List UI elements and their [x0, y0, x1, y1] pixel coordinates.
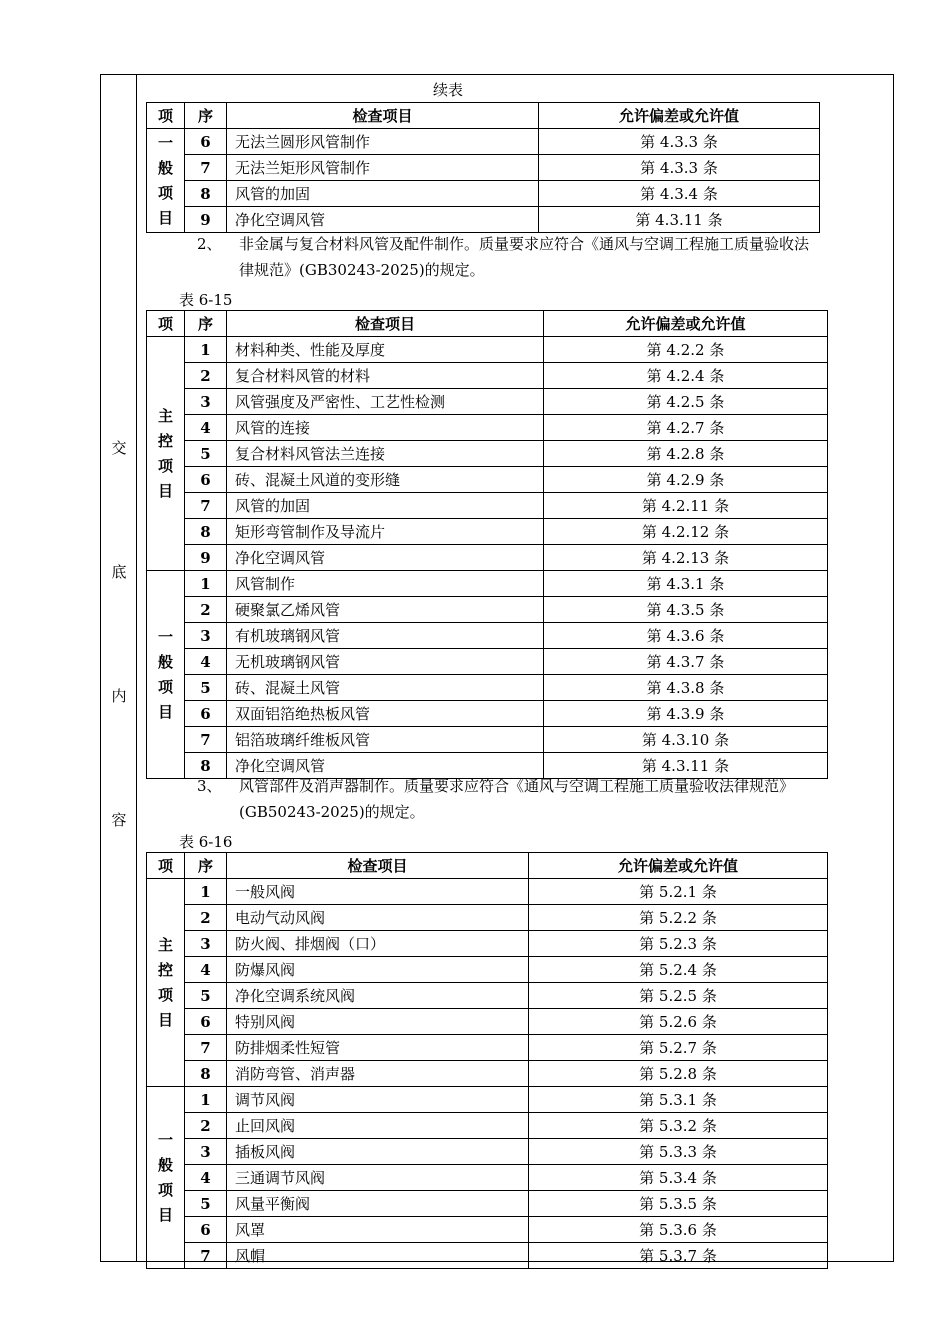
content-area	[137, 75, 893, 1265]
check-item: 插板风阀	[227, 1139, 529, 1165]
check-item: 风管的连接	[227, 415, 544, 441]
row-number: 2	[185, 905, 227, 931]
allowed-value: 第 4.3.8 条	[544, 675, 828, 701]
table-row	[147, 1243, 828, 1269]
check-item: 材料种类、性能及厚度	[227, 337, 544, 363]
paragraph-2	[197, 231, 897, 285]
table-row	[147, 597, 828, 623]
group-label-char: 般	[157, 652, 173, 671]
group-label-char: 控	[157, 960, 173, 979]
check-item: 双面铝箔绝热板风管	[227, 701, 544, 727]
group-label	[147, 129, 185, 233]
header-row	[147, 311, 828, 337]
header-seq: 序	[185, 103, 227, 129]
group-label-char: 一	[157, 1130, 173, 1149]
check-item: 风管强度及严密性、工艺性检测	[227, 389, 544, 415]
table-row	[147, 337, 828, 363]
row-number: 1	[185, 337, 227, 363]
side-label-char: 交	[111, 439, 127, 457]
allowed-value: 第 4.3.4 条	[539, 181, 820, 207]
allowed-value: 第 5.2.1 条	[529, 879, 828, 905]
table-row	[147, 363, 828, 389]
allowed-value: 第 4.3.11 条	[544, 753, 828, 779]
table-row	[147, 1061, 828, 1087]
row-number: 9	[185, 545, 227, 571]
group-label-char: 目	[157, 1010, 173, 1029]
allowed-value: 第 5.3.6 条	[529, 1217, 828, 1243]
check-item: 止回风阀	[227, 1113, 529, 1139]
table-row	[147, 155, 820, 181]
allowed-value: 第 4.3.10 条	[544, 727, 828, 753]
check-item: 三通调节风阀	[227, 1165, 529, 1191]
row-number: 3	[185, 623, 227, 649]
group-label	[147, 571, 185, 779]
allowed-value: 第 5.3.4 条	[529, 1165, 828, 1191]
table-row	[147, 1113, 828, 1139]
table-row	[147, 181, 820, 207]
allowed-value: 第 4.2.12 条	[544, 519, 828, 545]
row-number: 4	[185, 1165, 227, 1191]
group-label-char: 目	[157, 702, 173, 721]
group-label-char: 一	[157, 627, 173, 646]
group-label-char: 项	[157, 456, 173, 475]
check-item: 风管的加固	[227, 493, 544, 519]
header-item: 检查项目	[227, 311, 544, 337]
allowed-value: 第 5.3.3 条	[529, 1139, 828, 1165]
check-item: 调节风阀	[227, 1087, 529, 1113]
allowed-value: 第 5.2.3 条	[529, 931, 828, 957]
check-item: 防爆风阀	[227, 957, 529, 983]
table-row	[147, 649, 828, 675]
allowed-value: 第 4.2.4 条	[544, 363, 828, 389]
check-item: 消防弯管、消声器	[227, 1061, 529, 1087]
allowed-value: 第 5.3.1 条	[529, 1087, 828, 1113]
table-row	[147, 727, 828, 753]
table-row	[147, 441, 828, 467]
table-row	[147, 1217, 828, 1243]
header-value: 允许偏差或允许值	[529, 853, 828, 879]
header-item: 检查项目	[227, 103, 539, 129]
paragraph-index: 2、	[197, 235, 222, 253]
check-item: 风管制作	[227, 571, 544, 597]
allowed-value: 第 5.2.4 条	[529, 957, 828, 983]
allowed-value: 第 4.3.3 条	[539, 155, 820, 181]
allowed-value: 第 4.2.5 条	[544, 389, 828, 415]
table-row	[147, 957, 828, 983]
row-number: 8	[185, 753, 227, 779]
allowed-value: 第 4.3.9 条	[544, 701, 828, 727]
check-item: 净化空调风管	[227, 545, 544, 571]
header-group: 项	[147, 103, 185, 129]
table-row	[147, 207, 820, 233]
table-row	[147, 983, 828, 1009]
header-seq: 序	[185, 853, 227, 879]
allowed-value: 第 4.2.8 条	[544, 441, 828, 467]
check-item: 砖、混凝土风管	[227, 675, 544, 701]
allowed-value: 第 4.2.11 条	[544, 493, 828, 519]
check-item: 防排烟柔性短管	[227, 1035, 529, 1061]
header-item: 检查项目	[227, 853, 529, 879]
table-row	[147, 931, 828, 957]
table-6-15	[146, 310, 828, 779]
check-item: 特别风阀	[227, 1009, 529, 1035]
row-number: 7	[185, 155, 227, 181]
row-number: 5	[185, 441, 227, 467]
continued-table	[146, 102, 820, 233]
table-row	[147, 415, 828, 441]
allowed-value: 第 5.2.8 条	[529, 1061, 828, 1087]
group-label	[147, 1087, 185, 1269]
row-number: 7	[185, 727, 227, 753]
group-label-char: 目	[157, 1205, 173, 1224]
row-number: 5	[185, 1191, 227, 1217]
table-row	[147, 1139, 828, 1165]
row-number: 1	[185, 571, 227, 597]
paragraph-index: 3、	[197, 777, 222, 795]
check-item: 无法兰圆形风管制作	[227, 129, 539, 155]
group-label-char: 目	[157, 481, 173, 500]
group-label-char: 主	[157, 406, 173, 425]
check-item: 复合材料风管的材料	[227, 363, 544, 389]
check-item: 硬聚氯乙烯风管	[227, 597, 544, 623]
row-number: 1	[185, 879, 227, 905]
row-number: 2	[185, 1113, 227, 1139]
group-label-char: 项	[157, 183, 173, 202]
group-label	[147, 337, 185, 571]
check-item: 砖、混凝土风道的变形缝	[227, 467, 544, 493]
row-number: 7	[185, 493, 227, 519]
allowed-value: 第 4.3.11 条	[539, 207, 820, 233]
table-row	[147, 129, 820, 155]
row-number: 6	[185, 467, 227, 493]
group-label	[147, 879, 185, 1087]
table-6-16	[146, 852, 828, 1269]
table-row	[147, 467, 828, 493]
group-label-char: 项	[157, 1180, 173, 1199]
row-number: 6	[185, 1009, 227, 1035]
side-label-char: 容	[111, 811, 127, 829]
row-number: 6	[185, 1217, 227, 1243]
group-label-char: 般	[157, 1155, 173, 1174]
table-row	[147, 879, 828, 905]
check-item: 复合材料风管法兰连接	[227, 441, 544, 467]
header-row	[147, 853, 828, 879]
table-row	[147, 701, 828, 727]
row-number: 4	[185, 649, 227, 675]
table-row	[147, 545, 828, 571]
table-row	[147, 905, 828, 931]
header-group: 项	[147, 853, 185, 879]
allowed-value: 第 4.3.5 条	[544, 597, 828, 623]
header-seq: 序	[185, 311, 227, 337]
group-label-char: 项	[157, 677, 173, 696]
row-number: 7	[185, 1035, 227, 1061]
check-item: 净化空调风管	[227, 753, 544, 779]
header-group: 项	[147, 311, 185, 337]
allowed-value: 第 5.3.7 条	[529, 1243, 828, 1269]
table-row	[147, 623, 828, 649]
table-row	[147, 675, 828, 701]
allowed-value: 第 5.2.7 条	[529, 1035, 828, 1061]
check-item: 矩形弯管制作及导流片	[227, 519, 544, 545]
allowed-value: 第 4.2.7 条	[544, 415, 828, 441]
allowed-value: 第 4.2.13 条	[544, 545, 828, 571]
check-item: 净化空调系统风阀	[227, 983, 529, 1009]
group-label-char: 项	[157, 985, 173, 1004]
group-label-char: 一	[157, 133, 173, 152]
header-value: 允许偏差或允许值	[544, 311, 828, 337]
row-number: 9	[185, 207, 227, 233]
group-label-char: 目	[157, 208, 173, 227]
table-row	[147, 571, 828, 597]
allowed-value: 第 4.2.9 条	[544, 467, 828, 493]
table-row	[147, 389, 828, 415]
row-number: 4	[185, 957, 227, 983]
table-row	[147, 1165, 828, 1191]
header-value: 允许偏差或允许值	[539, 103, 820, 129]
check-item: 防火阀、排烟阀（口）	[227, 931, 529, 957]
allowed-value: 第 5.3.2 条	[529, 1113, 828, 1139]
allowed-value: 第 5.2.6 条	[529, 1009, 828, 1035]
row-number: 3	[185, 931, 227, 957]
row-number: 4	[185, 415, 227, 441]
paragraph-line: 非金属与复合材料风管及配件制作。质量要求应符合《通风与空调工程施工质量验收法	[239, 235, 810, 253]
check-item: 无法兰矩形风管制作	[227, 155, 539, 181]
allowed-value: 第 4.3.6 条	[544, 623, 828, 649]
check-item: 风管的加固	[227, 181, 539, 207]
group-label-char: 主	[157, 935, 173, 954]
paragraph-line: (GB50243-2025)的规定。	[239, 803, 425, 821]
table-row	[147, 1191, 828, 1217]
allowed-value: 第 4.3.1 条	[544, 571, 828, 597]
paragraph-line: 风管部件及消声器制作。质量要求应符合《通风与空调工程施工质量验收法律规范》	[239, 777, 795, 795]
allowed-value: 第 4.3.3 条	[539, 129, 820, 155]
table-row	[147, 1035, 828, 1061]
row-number: 8	[185, 519, 227, 545]
row-number: 2	[185, 597, 227, 623]
header-row	[147, 103, 820, 129]
row-number: 8	[185, 1061, 227, 1087]
table-16-caption: 表 6-16	[179, 833, 233, 851]
row-number: 6	[185, 129, 227, 155]
side-label-column	[101, 75, 137, 1261]
table-row	[147, 1009, 828, 1035]
check-item: 风量平衡阀	[227, 1191, 529, 1217]
table-row	[147, 519, 828, 545]
side-label-char: 底	[111, 563, 127, 581]
row-number: 5	[185, 675, 227, 701]
paragraph-line: 律规范》(GB30243-2025)的规定。	[239, 261, 485, 279]
continued-caption: 续表	[433, 81, 464, 99]
allowed-value: 第 5.3.5 条	[529, 1191, 828, 1217]
row-number: 3	[185, 1139, 227, 1165]
check-item: 有机玻璃钢风管	[227, 623, 544, 649]
row-number: 3	[185, 389, 227, 415]
check-item: 铝箔玻璃纤维板风管	[227, 727, 544, 753]
allowed-value: 第 4.2.2 条	[544, 337, 828, 363]
group-label-char: 控	[157, 431, 173, 450]
table-row	[147, 1087, 828, 1113]
row-number: 2	[185, 363, 227, 389]
check-item: 无机玻璃钢风管	[227, 649, 544, 675]
row-number: 5	[185, 983, 227, 1009]
check-item: 净化空调风管	[227, 207, 539, 233]
allowed-value: 第 5.2.5 条	[529, 983, 828, 1009]
row-number: 6	[185, 701, 227, 727]
check-item: 一般风阀	[227, 879, 529, 905]
paragraph-3	[197, 773, 897, 827]
side-label-char: 内	[111, 687, 127, 705]
document-frame	[100, 74, 894, 1265]
row-number: 1	[185, 1087, 227, 1113]
check-item: 风帽	[227, 1243, 529, 1269]
check-item: 电动气动风阀	[227, 905, 529, 931]
table-row	[147, 493, 828, 519]
group-label-char: 般	[157, 158, 173, 177]
table-15-caption: 表 6-15	[179, 291, 233, 309]
row-number: 8	[185, 181, 227, 207]
allowed-value: 第 4.3.7 条	[544, 649, 828, 675]
allowed-value: 第 5.2.2 条	[529, 905, 828, 931]
row-number: 7	[185, 1243, 227, 1269]
check-item: 风罩	[227, 1217, 529, 1243]
